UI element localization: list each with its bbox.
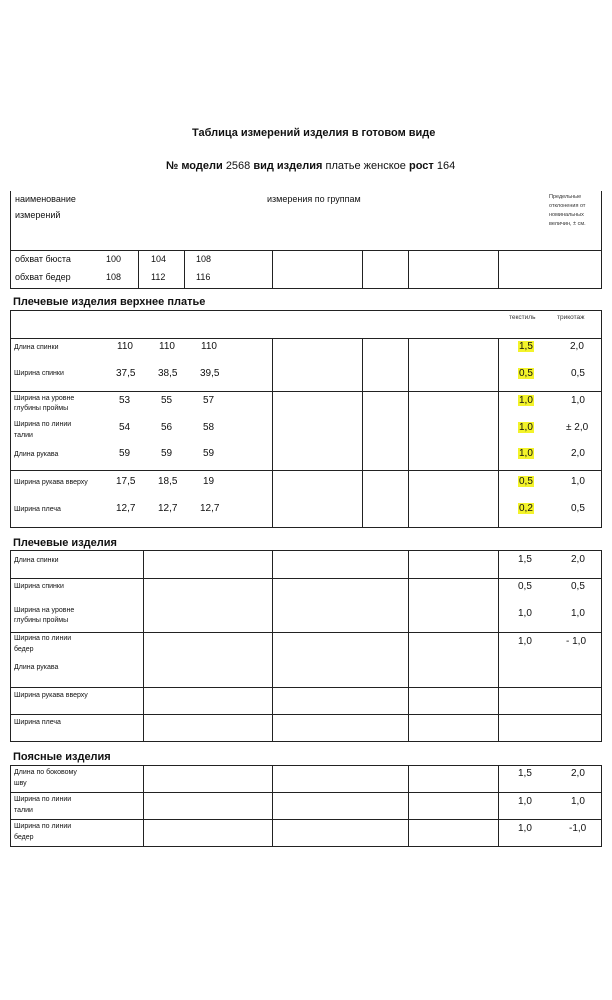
row-name: Ширина рукава вверху: [14, 692, 88, 699]
row-name: Ширина спинки: [14, 583, 64, 590]
row-value: 110: [117, 341, 133, 352]
row-name: Ширина по линии: [14, 796, 72, 803]
row-name: Ширина на уровне: [14, 395, 75, 402]
row-name: Ширина рукава вверху: [14, 479, 88, 486]
row-value: 18,5: [158, 476, 178, 487]
knit-tolerance: 2,0: [571, 768, 585, 779]
header-tolerance-line1: Предельные: [549, 194, 582, 200]
knit-tolerance: 0,5: [571, 503, 585, 514]
row-name: Длина спинки: [14, 557, 59, 564]
row-name-cont: бедер: [14, 834, 34, 841]
row-value: 53: [119, 395, 131, 406]
row-value: 17,5: [116, 476, 136, 487]
textile-tolerance: 1,0: [518, 796, 532, 807]
type-value: платье женское: [325, 160, 406, 172]
body-row-name: обхват бюста: [15, 254, 71, 264]
model-line: [166, 160, 455, 172]
knit-tolerance: 2,0: [571, 448, 585, 459]
header-name-line2: измерений: [15, 210, 61, 220]
textile-tolerance: 1,0: [519, 422, 533, 433]
knit-tolerance: 1,0: [571, 796, 585, 807]
row-value: 12,7: [158, 503, 178, 514]
textile-tolerance: 1,0: [518, 823, 532, 834]
header-groups: измерения по группам: [267, 194, 361, 204]
body-row-name: обхват бедер: [15, 272, 71, 282]
row-name-cont: бедер: [14, 646, 34, 653]
textile-tolerance: 1,5: [519, 341, 533, 352]
textile-tolerance: 0,2: [519, 503, 533, 514]
row-value: 59: [119, 448, 131, 459]
header-tolerance-line4: величин, ± см.: [549, 221, 586, 227]
body-row-value: 104: [151, 254, 167, 264]
row-value: 12,7: [116, 503, 136, 514]
row-name: Ширина плеча: [14, 719, 61, 726]
textile-tolerance: 1,0: [519, 448, 533, 459]
model-value: 2568: [225, 160, 251, 172]
col-knit: трикотаж: [557, 314, 585, 321]
textile-tolerance: 0,5: [519, 368, 533, 379]
knit-tolerance: - 1,0: [566, 636, 587, 647]
row-name: Ширина на уровне: [14, 607, 75, 614]
body-row-value: 116: [196, 272, 211, 282]
row-name-cont: талии: [14, 807, 33, 814]
row-name: Длина рукава: [14, 664, 59, 671]
knit-tolerance: 0,5: [571, 581, 585, 592]
row-value: 39,5: [200, 368, 220, 379]
row-value: 55: [161, 395, 173, 406]
row-value: 54: [119, 422, 131, 433]
textile-tolerance: 1,0: [519, 395, 533, 406]
row-name: Ширина по линии: [14, 635, 72, 642]
knit-tolerance: 1,0: [571, 476, 585, 487]
col-textile: текстиль: [509, 314, 536, 321]
row-name: Длина по боковому: [14, 769, 77, 776]
row-name: Длина рукава: [14, 451, 59, 458]
body-row-value: 108: [106, 272, 122, 282]
section3-title: Поясные изделия: [13, 751, 111, 763]
knit-tolerance: -1,0: [569, 823, 587, 834]
header-tolerance-line2: отклонения от: [549, 203, 586, 209]
body-row-value: 108: [196, 254, 212, 264]
textile-tolerance: 1,0: [518, 636, 532, 647]
body-row-value: 100: [106, 254, 122, 264]
row-name: Ширина по линии: [14, 823, 72, 830]
model-label: № модели: [166, 160, 223, 172]
knit-tolerance: 2,0: [570, 341, 584, 352]
textile-tolerance: 1,5: [518, 554, 532, 565]
row-value: 110: [201, 341, 217, 352]
row-value: 58: [203, 422, 215, 433]
textile-tolerance: 0,5: [519, 476, 533, 487]
row-value: 110: [159, 341, 175, 352]
height-label: рост: [408, 160, 434, 172]
row-value: 37,5: [116, 368, 136, 379]
knit-tolerance: 0,5: [571, 368, 585, 379]
row-value: 56: [161, 422, 173, 433]
textile-tolerance: 0,5: [518, 581, 532, 592]
row-name-cont: талии: [14, 432, 33, 439]
header-tolerance-line3: номинальных: [549, 212, 584, 218]
document-title: Таблица измерений изделия в готовом виде: [192, 127, 436, 139]
knit-tolerance: 1,0: [571, 395, 585, 406]
section2-title: Плечевые изделия: [13, 537, 117, 549]
row-name: Длина спинки: [14, 344, 59, 351]
header-name-line1: наименование: [15, 194, 76, 204]
knit-tolerance: 1,0: [571, 608, 585, 619]
row-value: 12,7: [200, 503, 220, 514]
type-label: вид изделия: [253, 160, 323, 172]
row-name: Ширина спинки: [14, 370, 64, 377]
knit-tolerance: ± 2,0: [566, 422, 589, 433]
row-name-cont: глубины проймы: [14, 617, 69, 624]
textile-tolerance: 1,0: [518, 608, 532, 619]
row-name-cont: глубины проймы: [14, 405, 69, 412]
knit-tolerance: 2,0: [571, 554, 585, 565]
textile-tolerance: 1,5: [518, 768, 532, 779]
section1-title: Плечевые изделия верхнее платье: [13, 296, 206, 308]
row-value: 38,5: [158, 368, 178, 379]
row-value: 57: [203, 395, 215, 406]
row-name: Ширина плеча: [14, 506, 61, 513]
row-value: 19: [203, 476, 215, 487]
row-value: 59: [161, 448, 173, 459]
row-value: 59: [203, 448, 215, 459]
row-name: Ширина по линии: [14, 421, 72, 428]
height-value: 164: [436, 160, 456, 172]
row-name-cont: шву: [14, 780, 27, 787]
body-row-value: 112: [151, 272, 166, 282]
